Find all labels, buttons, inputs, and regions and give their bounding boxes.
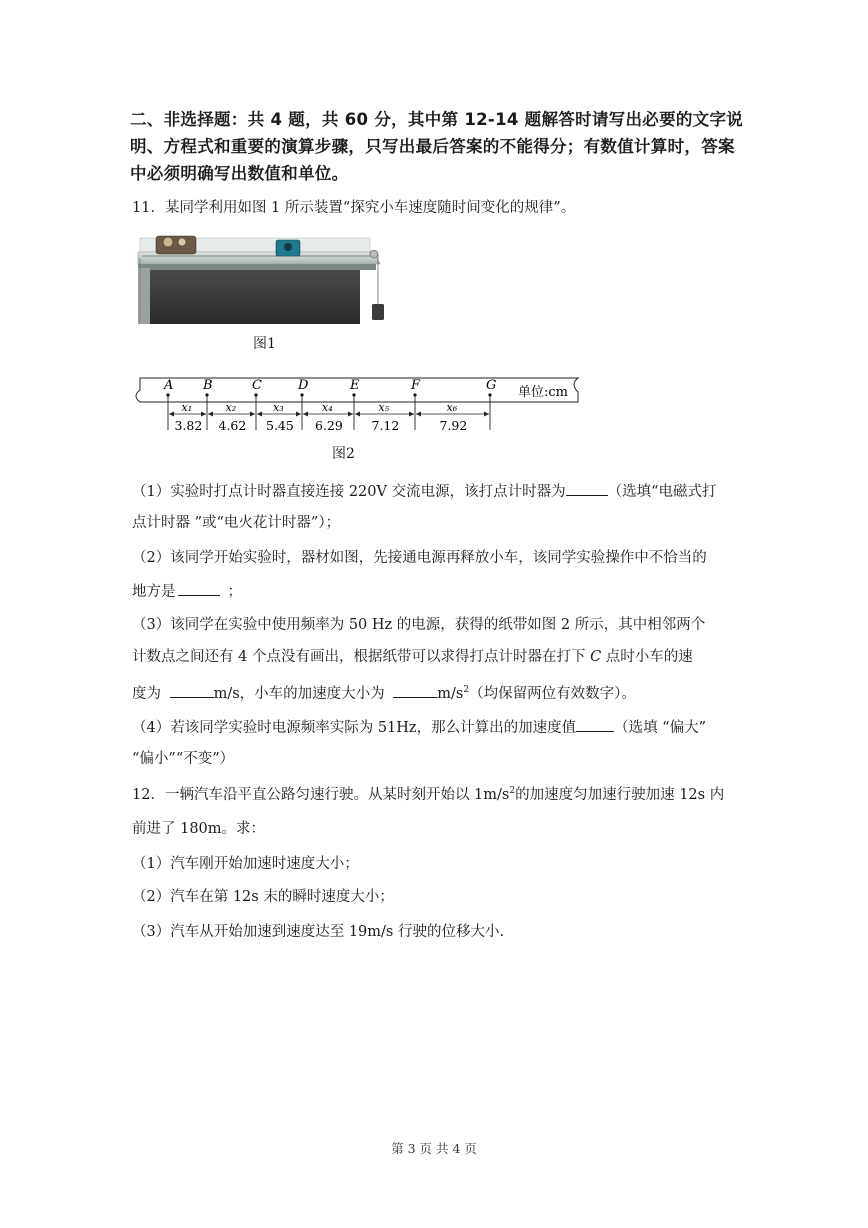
q12-line1	[132, 785, 724, 805]
tape-point-label-E: E	[350, 378, 360, 393]
tape-segment-label-5: x₅	[378, 401, 390, 414]
q12-sub1: （1）汽车刚开始加速时速度大小；	[132, 856, 359, 872]
q11-part3-text-b: 点时小车的速	[605, 649, 693, 665]
tape-point-label-C: C	[252, 378, 262, 393]
q11-part1-text-b: （选填“电磁式打	[607, 484, 717, 500]
q12-text-a: 12．一辆汽车沿平直公路匀速行驶。从某时刻开始以 1m/s	[132, 787, 510, 803]
tape-segment-label-4: x₄	[322, 401, 333, 414]
q12-line2: 前进了 180m。求：	[132, 821, 266, 837]
q12-unit-exp: 2	[509, 786, 516, 797]
q11-intro: 11．某同学利用如图 1 所示装置“探究小车速度随时间变化的规律”。	[132, 200, 576, 216]
tape-point-label-A: A	[164, 378, 174, 393]
answer-blank-acceleration[interactable]	[393, 682, 437, 698]
page-footer: 第 3 页 共 4 页	[391, 1141, 477, 1156]
tape-segment-label-1: x₁	[181, 401, 193, 414]
figure-1-apparatus	[136, 228, 386, 328]
q12-text-b: 的加速度匀加速行驶加速 12s 内	[515, 787, 725, 803]
figure-1-caption: 图1	[253, 336, 276, 352]
tape-arrowhead-right-3	[296, 412, 301, 417]
q11-part3-unit: m/s	[437, 686, 464, 702]
figure-2-paper-tape	[126, 372, 582, 436]
tape-segment-value-2: 4.62	[218, 418, 247, 433]
q11-part3-text-d: m/s，小车的加速度大小为	[213, 686, 385, 702]
q11-part3-text-a: 计数点之间还有 4 个点没有画出，根据纸带可以求得打点计时器在打下	[132, 649, 586, 665]
q11-part4-text-b: （选填 “偏大”	[614, 720, 707, 736]
q11-part3-unit-exp: 2	[463, 685, 470, 696]
tape-point-label-B: B	[203, 378, 213, 393]
section-heading: 二、非选择题：共 4 题，共 60 分，其中第 12-14 题解答时请写出必要的文字说明、方程式和重要的演算步骤，只写出最后答案的不能得分；有数值计算时，答案中必须明确写出数值和单位。	[130, 110, 744, 183]
tape-segment-value-4: 6.29	[315, 418, 343, 433]
tape-arrowhead-left-3	[257, 412, 262, 417]
answer-blank-timer-type[interactable]	[566, 480, 608, 496]
tape-arrowhead-right-5	[409, 412, 414, 417]
q11-part1-line1	[132, 480, 717, 502]
q11-part4-line1	[132, 716, 706, 738]
tape-segment-value-6: 7.92	[439, 418, 468, 433]
tape-arrowhead-left-1	[169, 412, 174, 417]
q11-part2-line1: （2）该同学开始实验时，器材如图，先接通电源再释放小车，该同学实验操作中不恰当的	[132, 550, 707, 566]
tape-point-label-D: D	[298, 378, 309, 393]
q11-part2-text-b: ；	[227, 584, 242, 600]
q11-part2-text-a: 地方是	[132, 584, 176, 600]
q12-sub3: （3）汽车从开始加速到速度达至 19m/s 行驶的位移大小.	[132, 924, 505, 940]
tape-point-label-F: F	[411, 378, 421, 393]
tape-segment-label-2: x₂	[225, 401, 237, 414]
tape-arrowhead-right-6	[484, 412, 489, 417]
tape-arrowhead-right-1	[201, 412, 206, 417]
q12-sub2: （2）汽车在第 12s 末的瞬时速度大小；	[132, 889, 394, 905]
q11-part4-line2: “偏小”“不变”）	[132, 751, 235, 767]
tape-arrowhead-right-2	[250, 412, 255, 417]
tape-arrowhead-left-6	[416, 412, 421, 417]
tape-segment-value-3: 5.45	[266, 418, 294, 433]
q11-part3-line1: （3）该同学在实验中使用频率为 50 Hz 的电源，获得的纸带如图 2 所示，其中相邻两个	[132, 617, 706, 633]
answer-blank-velocity-c[interactable]	[170, 682, 214, 698]
q11-part4-text-a: （4）若该同学实验时电源频率实际为 51Hz，那么计算出的加速度值	[132, 720, 577, 736]
q11-part3-line2	[132, 647, 693, 667]
figure-2-caption: 图2	[332, 446, 355, 462]
tape-arrowhead-left-5	[355, 412, 360, 417]
tape-arrowhead-left-2	[208, 412, 213, 417]
tape-segment-label-6: x₆	[446, 401, 458, 414]
tape-arrowhead-right-4	[348, 412, 353, 417]
q11-part3-text-e: （均保留两位有效数字）。	[469, 686, 636, 702]
answer-blank-error[interactable]	[576, 716, 614, 732]
q11-part2-line2	[132, 580, 242, 602]
q11-part3-text-c: 度为	[132, 686, 161, 702]
tape-point-label-G: G	[486, 378, 497, 393]
tape-segment-label-3: x₃	[273, 401, 284, 414]
tape-unit-label: 单位:cm	[518, 385, 568, 400]
q11-part1-text-a: （1）实验时打点计时器直接连接 220V 交流电源，该打点计时器为	[132, 484, 566, 500]
answer-blank-improper-step[interactable]	[178, 580, 220, 596]
q11-part1-line2: 点计时器 ”或“电火花计时器”）；	[132, 515, 341, 531]
tape-segment-value-5: 7.12	[371, 418, 400, 433]
tape-arrowhead-left-4	[303, 412, 308, 417]
tape-segment-value-1: 3.82	[174, 418, 203, 433]
q11-point-c: C	[590, 649, 602, 665]
q11-part3-line3	[132, 682, 636, 704]
